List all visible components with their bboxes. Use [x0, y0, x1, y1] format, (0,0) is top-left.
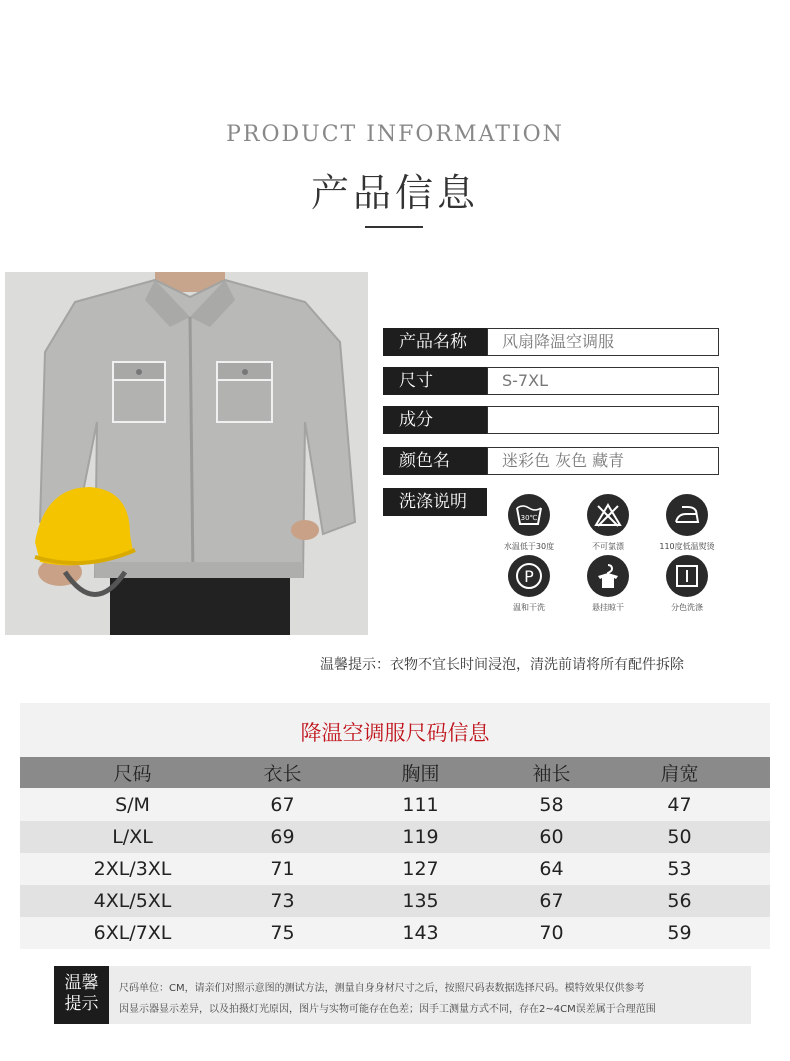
table-cell: 58	[539, 794, 564, 816]
table-cell: 127	[402, 858, 439, 880]
notice-line: 因显示器显示差异，以及拍摄灯光原因，图片与实物可能存在色差；因手工测量方式不同，存在2~4CM误差属于合理范围	[119, 1004, 656, 1015]
table-row	[20, 885, 770, 917]
value-product-name: 风扇降温空调服	[487, 328, 719, 356]
wash-item-bleach	[570, 494, 646, 552]
table-cell: 70	[539, 922, 564, 944]
label-size: 尺寸	[383, 367, 487, 395]
wash-30-icon	[508, 494, 550, 536]
value-size: S-7XL	[487, 367, 719, 395]
table-cell: 53	[667, 858, 692, 880]
wash-caption: 悬挂晾干	[592, 603, 624, 612]
table-cell: 2XL/3XL	[93, 858, 172, 880]
table-cell: 71	[270, 858, 295, 880]
wash-caption: 分色洗涤	[671, 603, 703, 612]
table-cell: 64	[539, 858, 564, 880]
table-cell: 67	[270, 794, 295, 816]
hang-dry-icon	[587, 555, 629, 597]
value-composition	[487, 406, 719, 434]
table-row	[20, 853, 770, 885]
table-cell: 69	[270, 826, 295, 848]
table-cell: 47	[667, 794, 692, 816]
label-color: 颜色名	[383, 447, 487, 475]
table-cell: 143	[402, 922, 439, 944]
table-cell: 50	[667, 826, 692, 848]
table-row	[20, 917, 770, 949]
wash-item-hang	[570, 555, 646, 613]
wash-item-separate	[649, 555, 725, 613]
header-cell: 尺码	[113, 763, 152, 785]
wash-caption: 水温低于30度	[503, 542, 555, 551]
header-cell: 衣长	[263, 763, 302, 785]
label-composition: 成分	[383, 406, 487, 434]
wash-caption: 110度低温熨烫	[659, 542, 715, 551]
notice-line: 尺码单位：CM，请亲们对照示意图的测试方法，测量自身身材尺寸之后，按照尺码表数据选择尺码。模特效果仅供参考	[119, 983, 645, 994]
table-cell: 56	[667, 890, 692, 912]
table-cell: 60	[539, 826, 564, 848]
table-row	[20, 789, 770, 821]
notice-text	[109, 966, 751, 1024]
label-product-name: 产品名称	[383, 328, 487, 356]
care-tip: 温馨提示：衣物不宜长时间浸泡，清洗前请将所有配件拆除	[320, 657, 684, 673]
no-bleach-icon	[587, 494, 629, 536]
notice-badge	[54, 966, 109, 1024]
wash-item-iron	[649, 494, 725, 552]
size-table-header	[20, 757, 770, 788]
wash-item-temp	[491, 494, 567, 552]
table-cell: L/XL	[112, 826, 153, 848]
title-divider	[365, 226, 423, 228]
table-cell: 111	[402, 794, 439, 816]
product-photo	[5, 272, 368, 635]
table-cell: 73	[270, 890, 295, 912]
header-cell: 胸围	[401, 763, 440, 785]
dry-clean-letter: P	[524, 567, 534, 586]
section-title: 产品信息	[310, 171, 479, 215]
dry-clean-p-icon	[508, 555, 550, 597]
table-cell: 119	[402, 826, 439, 848]
wash-item-dryclean	[491, 555, 567, 613]
table-cell: 59	[667, 922, 692, 944]
table-cell: 135	[402, 890, 439, 912]
table-row	[20, 821, 770, 853]
table-cell: S/M	[115, 794, 150, 816]
header-cell: 肩宽	[660, 763, 699, 785]
notice-badge-line: 提示	[64, 994, 99, 1014]
wash-temp-text: 30℃	[520, 514, 538, 522]
table-cell: 75	[270, 922, 295, 944]
table-cell: 6XL/7XL	[93, 922, 172, 944]
header-cell: 袖长	[532, 763, 571, 785]
notice-badge-line: 温馨	[64, 973, 99, 993]
wash-caption: 不可氯漂	[592, 542, 624, 551]
iron-110-icon	[666, 494, 708, 536]
label-wash: 洗涤说明	[383, 488, 487, 516]
separate-wash-icon	[666, 555, 708, 597]
wash-caption: 温和干洗	[513, 603, 545, 612]
value-color: 迷彩色 灰色 藏青	[487, 447, 719, 475]
table-cell: 4XL/5XL	[93, 890, 172, 912]
table-cell: 67	[539, 890, 564, 912]
section-title-english: PRODUCT INFORMATION	[226, 122, 564, 147]
size-table-title: 降温空调服尺码信息	[300, 721, 490, 745]
